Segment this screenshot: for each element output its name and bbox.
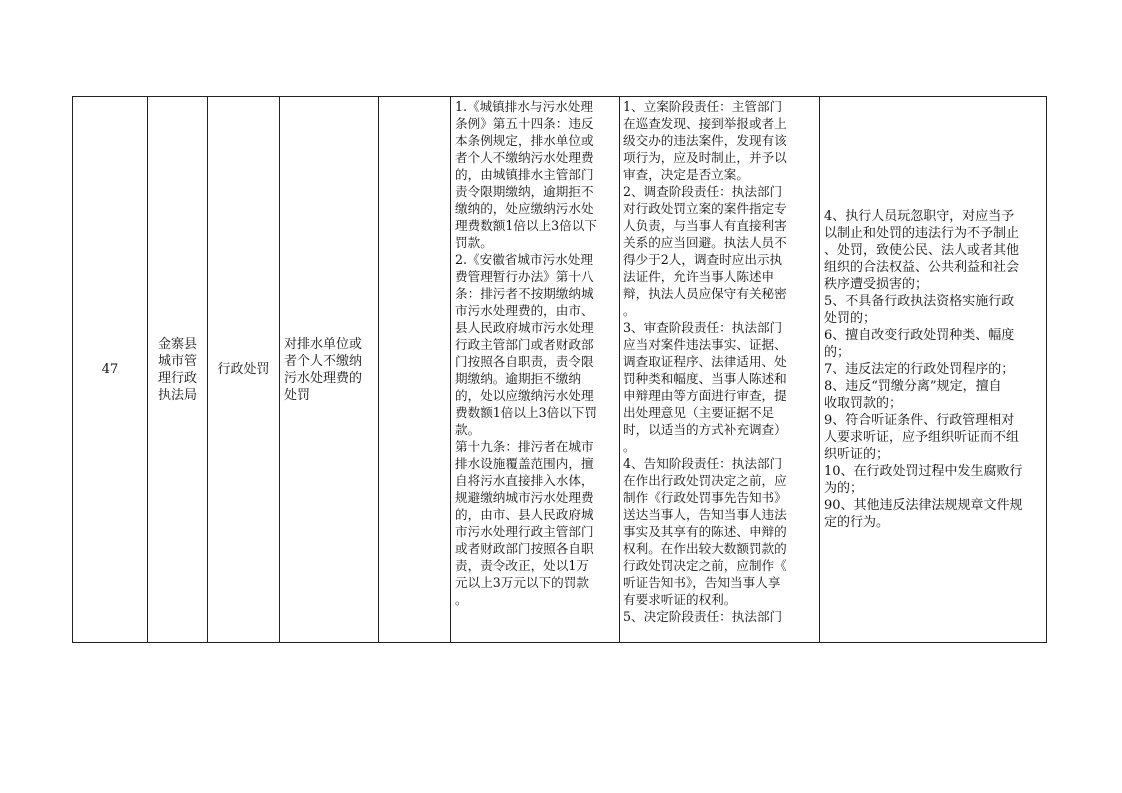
responsibility-clip <box>620 97 819 642</box>
accountability-items: 4、执行人员玩忽职守，对应当予 以制止和处罚的违法行为不予制止 、处罚，致使公民、法人或者其他 组织的合法权益、公共利益和社会 秩序遭受损害的； 5、不具备行政执法资格实施行政 处罚的； 6、擅自改变行政处罚种类、幅度 的； 7、违反法定的行政处罚程序的； 8、违反“罚缴分离”规定，擅自 收取罚款的； 9、符合听证条件、行政管理相对 人要求听证，应予组织听证而不组 织听证的； 10、在行政处罚过程中发生腐败行 为的； 90、其他违反法律法规规章文件规 定的行为。 <box>824 209 1023 530</box>
basis-cell <box>451 97 620 643</box>
row-index: 47 <box>101 362 119 377</box>
power-item-name: 对排水单位或 者个人不缴纳 污水处理费的 处罚 <box>284 336 363 403</box>
department-cell <box>148 97 208 643</box>
responsibility-cell <box>620 97 820 643</box>
liability-cell <box>820 97 1047 643</box>
implementing-department: 金寨县 城市管 理行政 执法局 <box>157 336 197 403</box>
power-category: 行政处罚 <box>217 362 270 377</box>
responsibility-items: 1、立案阶段责任：主管部门 在巡查发现、接到举报或者上 级交办的违法案件，发现有该 项行为，应及时制止，并予以 审查，决定是否立案。 2、调查阶段责任：执法部门 对行政处罚立案的案件指定专 人负责，与当事人有直接利害 关系的应当回避。执法人员不 得少于2人，调查时应出示执 法证件，允许当事人陈述申 辩，执法人员应保守有关秘密 。 3、审查阶段责任：执法部门 应当对案件违法事实、证据、 调查取证程序、法律适用、处 罚种类和幅度、当事人陈述和 申辩理由等方面进行审查，提 出处理意见（主要证据不足 时，以适当的方式补充调查） 。 4、告知阶段责任：执法部门 在作出行政处罚决定之前，应 制作《行政处罚事先告知书》 送达当事人，告知当事人违法 事实及其享有的陈述、申辩的 权利。在作出较大数额罚款的 行政处罚决定之前，应制作《 听证告知书》，告知当事人享 有要求听证的权利。 5、决定阶段责任：执法部门 <box>623 99 787 624</box>
basis-clip <box>451 97 619 642</box>
power-list-table <box>72 96 1047 643</box>
legal-basis: 1.《城镇排水与污水处理 条例》第五十四条：违反 本条例规定，排水单位或 者个人不缴纳污水处理费 的，由城镇排水主管部门 责令限期缴纳，逾期拒不 缴纳的，处应缴纳污水处 理费数额1倍以上3倍以下 罚款。 2.《安徽省城市污水处理 费管理暂行办法》第十八 条：排污者不按期缴纳城 市污水处理费的，由市、 县人民政府城市污水处理 行政主管部门或者财政部 门按照各自职责，责令限 期缴纳。逾期拒不缴纳 的，处以应缴纳污水处理 费数额1倍以上3倍以下罚 款。 第十九条：排污者在城市 排水设施覆盖范围内，擅 自将污水直接排入水体， 规避缴纳城市污水处理费 的，由市、县人民政府城 市污水处理行政主管部门 或者财政部门按照各自职 责，责令改正，处以1万 元以上3万元以下的罚款 。 <box>455 99 597 607</box>
subitem-cell <box>379 97 451 643</box>
index-cell <box>73 97 148 643</box>
table-row <box>73 97 1047 643</box>
category-cell <box>208 97 280 643</box>
item-name-cell <box>280 97 379 643</box>
